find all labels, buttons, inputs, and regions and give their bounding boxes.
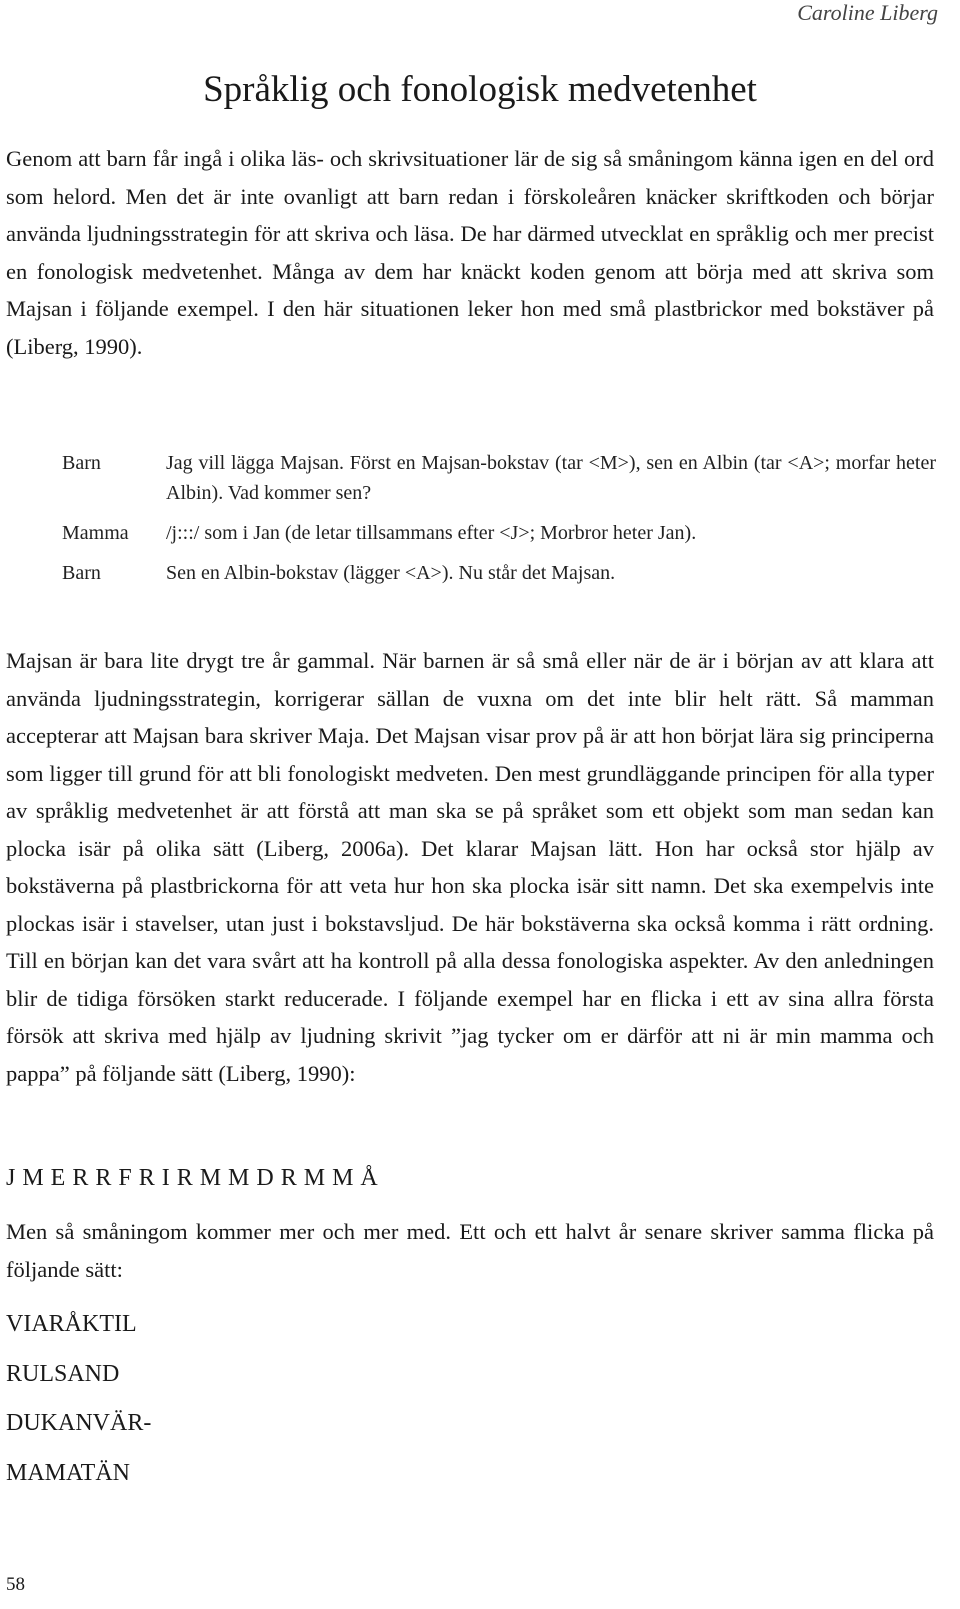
spelling-line: MAMATÄN [6, 1459, 131, 1486]
spelling-example-2 [6, 1300, 151, 1498]
spelling-example-1: J M E R R F R I R M M D R M M Å [6, 1165, 379, 1191]
dialogue-text: Sen en Albin-bokstav (lägger <A>). Nu står det Majsan. [166, 562, 616, 584]
running-header-author: Caroline Liberg [797, 0, 938, 25]
body-paragraph-2: Majsan är bara lite drygt tre år gammal. När barnen är så små eller när de är i början av att klara att använda ljudningsstrategin, korrigerar sällan de vuxna om det inte blir helt rätt. Så mamman accepterar att Majsan bara skriver Maja. Det Majsan visar prov på är att hon börjat lära sig principerna som ligger till grund för att bli fonologiskt medveten. Den mest grundläggande principen för alla typer av språklig medvetenhet är att förstå att man ska se på språket som ett objekt som man sedan kan plocka isär på olika sätt (Liberg, 2006a). Det klarar Majsan lätt. Hon har också stor hjälp av bokstäverna på plastbrickorna för att veta hur hon ska plocka isär sitt namn. Det ska exempelvis inte plockas isär i stavelser, utan just i bokstavsljud. De här bokstäverna ska också komma i rätt ordning. Till en början kan det vara svårt att ha kontroll på alla dessa fonologiska aspekter. Av den anledningen blir de tidiga försöken starkt reducerade. I följande exempel har en flicka i ett av sina allra första försök att skriva med hjälp av ljudning skrivit ”jag tycker om er därför att ni är min mamma och pappa” på följande sätt (Liberg, 1990): [6, 648, 934, 1086]
dialogue-speaker: Mamma [62, 522, 129, 544]
page-number: 58 [6, 1574, 25, 1595]
dialogue-line [62, 448, 936, 508]
dialogue-speaker: Barn [62, 562, 101, 584]
spelling-line: VIARÅKTIL [6, 1311, 137, 1337]
dialogue-text: Jag vill lägga Majsan. Först en Majsan-bokstav (tar <M>), sen en Albin (tar <A>; morfar heter Albin). Vad kommer sen? [166, 452, 936, 504]
dialogue-speaker: Barn [62, 452, 101, 474]
body-paragraph-3: Men så småningom kommer mer och mer med. Ett och ett halvt år senare skriver samma flicka på följande sätt: [6, 1219, 934, 1282]
dialogue-line [62, 518, 936, 548]
spelling-line: DUKANVÄR- [6, 1410, 152, 1436]
dialogue-block [62, 448, 936, 598]
spelling-line: RULSAND [6, 1360, 120, 1387]
page-title: Språklig och fonologisk medvetenhet [203, 69, 757, 110]
dialogue-line [62, 558, 936, 588]
dialogue-text: /j:::/ som i Jan (de letar tillsammans efter <J>; Morbror heter Jan). [166, 522, 697, 544]
body-paragraph-1: Genom att barn får ingå i olika läs- och skrivsituationer lär de sig så småningom känna igen en del ord som helord. Men det är inte ovanligt att barn redan i förskoleåren knäcker skriftkoden och börjar använda ljudningsstrategin för att skriva och läsa. De har därmed utvecklat en språklig och mer precist en fonologisk medvetenhet. Många av dem har knäckt koden genom att börja med att skriva som Majsan i följande exempel. I den här situationen leker hon med små plastbrickor med bokstäver på (Liberg, 1990). [6, 146, 934, 359]
